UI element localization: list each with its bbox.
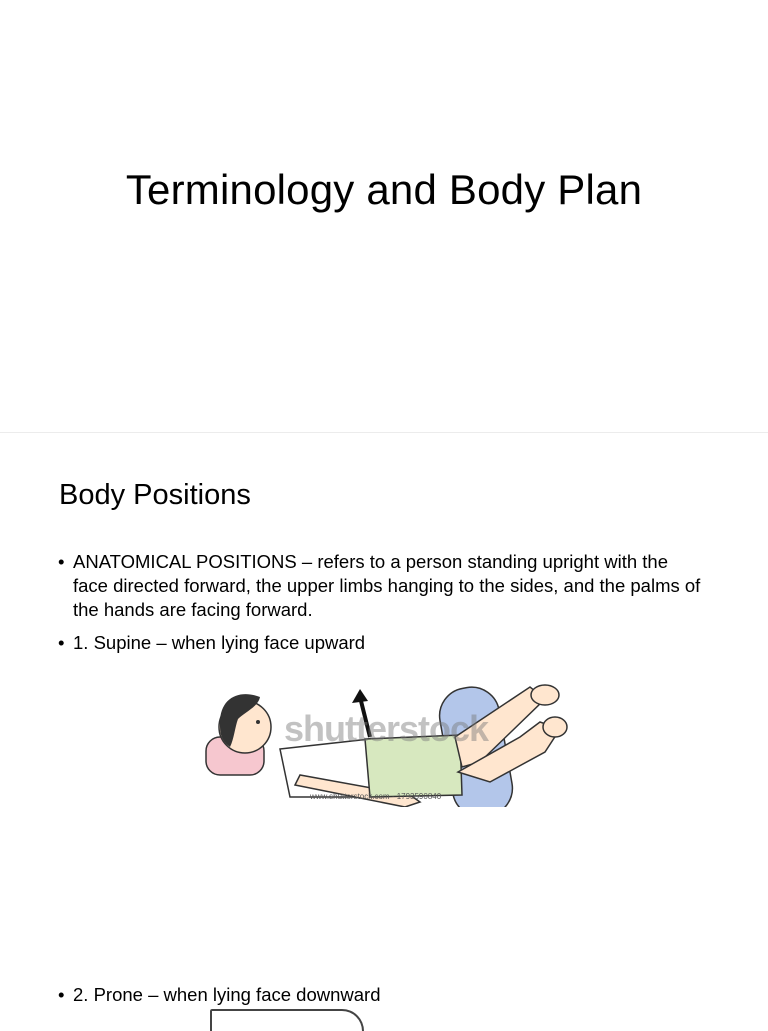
bullet-dot: • <box>58 551 65 572</box>
bullet-prone <box>58 983 708 1007</box>
foot-shape <box>531 685 559 705</box>
title-slide <box>0 0 768 433</box>
slide-heading: Body Positions <box>59 479 251 511</box>
bullet-anatomical-position <box>58 550 708 622</box>
content-slide <box>0 433 768 1024</box>
foot-shape <box>543 717 567 737</box>
slide-title: Terminology and Body Plan <box>125 166 643 213</box>
image-credit: www.shutterstock.com · 1793590840 <box>310 792 442 801</box>
image-watermark: shutterstock <box>284 708 489 749</box>
bullet-dot: • <box>58 632 65 653</box>
bullet-text: 2. Prone – when lying face downward <box>73 984 381 1005</box>
bullet-dot: • <box>58 984 65 1005</box>
bullet-supine <box>58 631 708 655</box>
prone-image-partial <box>210 1009 364 1031</box>
bullet-text: ANATOMICAL POSITIONS – refers to a person standing upright with the face directed forward, the upper limbs hanging to the sides, and the palms of the hands are facing forward. <box>73 551 701 620</box>
eye-shape <box>256 720 260 724</box>
bullet-text: 1. Supine – when lying face upward <box>73 632 366 653</box>
